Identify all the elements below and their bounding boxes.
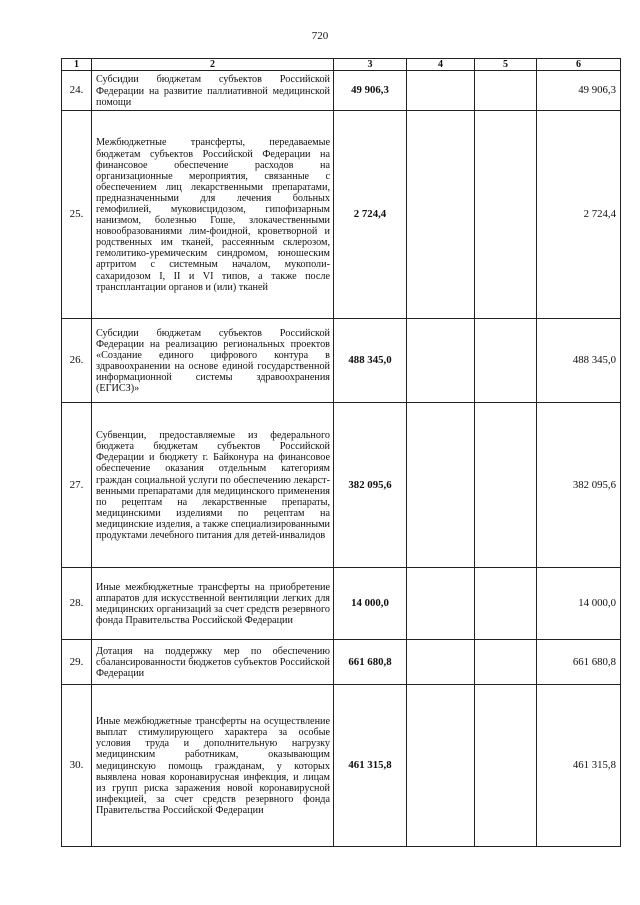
- row-value-col3: 14 000,0: [334, 568, 407, 640]
- table-row: [62, 640, 621, 685]
- row-value-col3: 488 345,0: [334, 319, 407, 403]
- row-number: 27.: [62, 403, 92, 568]
- row-value-col4: [407, 319, 475, 403]
- page-number: 720: [311, 30, 329, 42]
- row-value-col6: 461 315,8: [537, 685, 621, 847]
- col-header-5: 5: [475, 59, 537, 71]
- row-value-col6: 2 724,4: [537, 111, 621, 319]
- row-value-col3: 382 095,6: [334, 403, 407, 568]
- row-description: Межбюджетные трансферты, передаваемые бюджетам субъектов Российской Федерации на финансовое обеспечение расходов на организационные мероприятия, связанные с обеспечением лиц лекарственными препаратами, предназначенными для лечения больных гемофилией, муковисцидозом, гипофизарным нанизмом, болезнью Гоше, злокачественными новообразованиями лим-фоидной, кроветворной и родственных им тканей, рассеянным склерозом, гемолитико-уремическим синдромом, юношеским артритом с системным началом, мукополи-сахаридозом I, II и VI типов, а также после трансплантации органов и (или) тканей: [92, 111, 334, 319]
- row-value-col5: [475, 319, 537, 403]
- row-number: 25.: [62, 111, 92, 319]
- row-number: 30.: [62, 685, 92, 847]
- row-value-col6: 49 906,3: [537, 71, 621, 111]
- row-number: 26.: [62, 319, 92, 403]
- row-value-col4: [407, 685, 475, 847]
- row-value-col6: 661 680,8: [537, 640, 621, 685]
- header-row: [62, 59, 621, 71]
- col-header-1: 1: [62, 59, 92, 71]
- row-value-col6: 382 095,6: [537, 403, 621, 568]
- table-row: [62, 685, 621, 847]
- row-value-col3: 2 724,4: [334, 111, 407, 319]
- col-header-2: 2: [92, 59, 334, 71]
- row-value-col5: [475, 111, 537, 319]
- row-value-col6: 488 345,0: [537, 319, 621, 403]
- row-description: Иные межбюджетные трансферты на осуществление выплат стимулирующего характера за особые условия труда и дополнительную нагрузку медицинским работникам, оказывающим медицинскую помощь гражданам, у которых выявлена новая коронавирусная инфекция, и лицам из групп риска заражения новой коронавирусной инфекцией, за счет средств резервного фонда Правительства Российской Федерации: [92, 685, 334, 847]
- col-header-3: 3: [334, 59, 407, 71]
- row-value-col4: [407, 403, 475, 568]
- row-value-col5: [475, 403, 537, 568]
- row-number: 24.: [62, 71, 92, 111]
- table-row: [62, 71, 621, 111]
- table-row: [62, 568, 621, 640]
- budget-table: [61, 58, 621, 847]
- row-description: Субсидии бюджетам субъектов Российской Федерации на реализацию региональных проектов «Создание единого цифрового контура в здравоохранении на основе единой государственной информационной системы здравоохранения (ЕГИСЗ)»: [92, 319, 334, 403]
- row-value-col4: [407, 640, 475, 685]
- row-description: Субсидии бюджетам субъектов Российской Федерации на развитие паллиативной медицинской помощи: [92, 71, 334, 111]
- row-value-col5: [475, 568, 537, 640]
- row-number: 29.: [62, 640, 92, 685]
- row-description: Субвенции, предоставляемые из федерального бюджета бюджетам субъектов Российской Федерации и бюджету г. Байконура на финансовое обеспечение оказания отдельным категориям граждан социальной услуги по обеспечению лекарст-венными препаратами для медицинского применения по рецептам на лекарственные препараты, медицинскими изделиями по рецептам на медицинские изделия, а также специализированными продуктами лечебного питания для детей-инвалидов: [92, 403, 334, 568]
- row-description: Иные межбюджетные трансферты на приобретение аппаратов для искусственной вентиляции легких для медицинских организаций за счет средств резервного фонда Правительства Российской Федерации: [92, 568, 334, 640]
- row-value-col5: [475, 640, 537, 685]
- row-number: 28.: [62, 568, 92, 640]
- row-value-col6: 14 000,0: [537, 568, 621, 640]
- row-value-col3: 461 315,8: [334, 685, 407, 847]
- row-description: Дотация на поддержку мер по обеспечению сбалансированности бюджетов субъектов Российской Федерации: [92, 640, 334, 685]
- row-value-col4: [407, 568, 475, 640]
- row-value-col3: 49 906,3: [334, 71, 407, 111]
- row-value-col5: [475, 685, 537, 847]
- row-value-col3: 661 680,8: [334, 640, 407, 685]
- table-row: [62, 111, 621, 319]
- row-value-col4: [407, 111, 475, 319]
- col-header-4: 4: [407, 59, 475, 71]
- row-value-col5: [475, 71, 537, 111]
- row-value-col4: [407, 71, 475, 111]
- table-row: [62, 403, 621, 568]
- table-row: [62, 319, 621, 403]
- col-header-6: 6: [537, 59, 621, 71]
